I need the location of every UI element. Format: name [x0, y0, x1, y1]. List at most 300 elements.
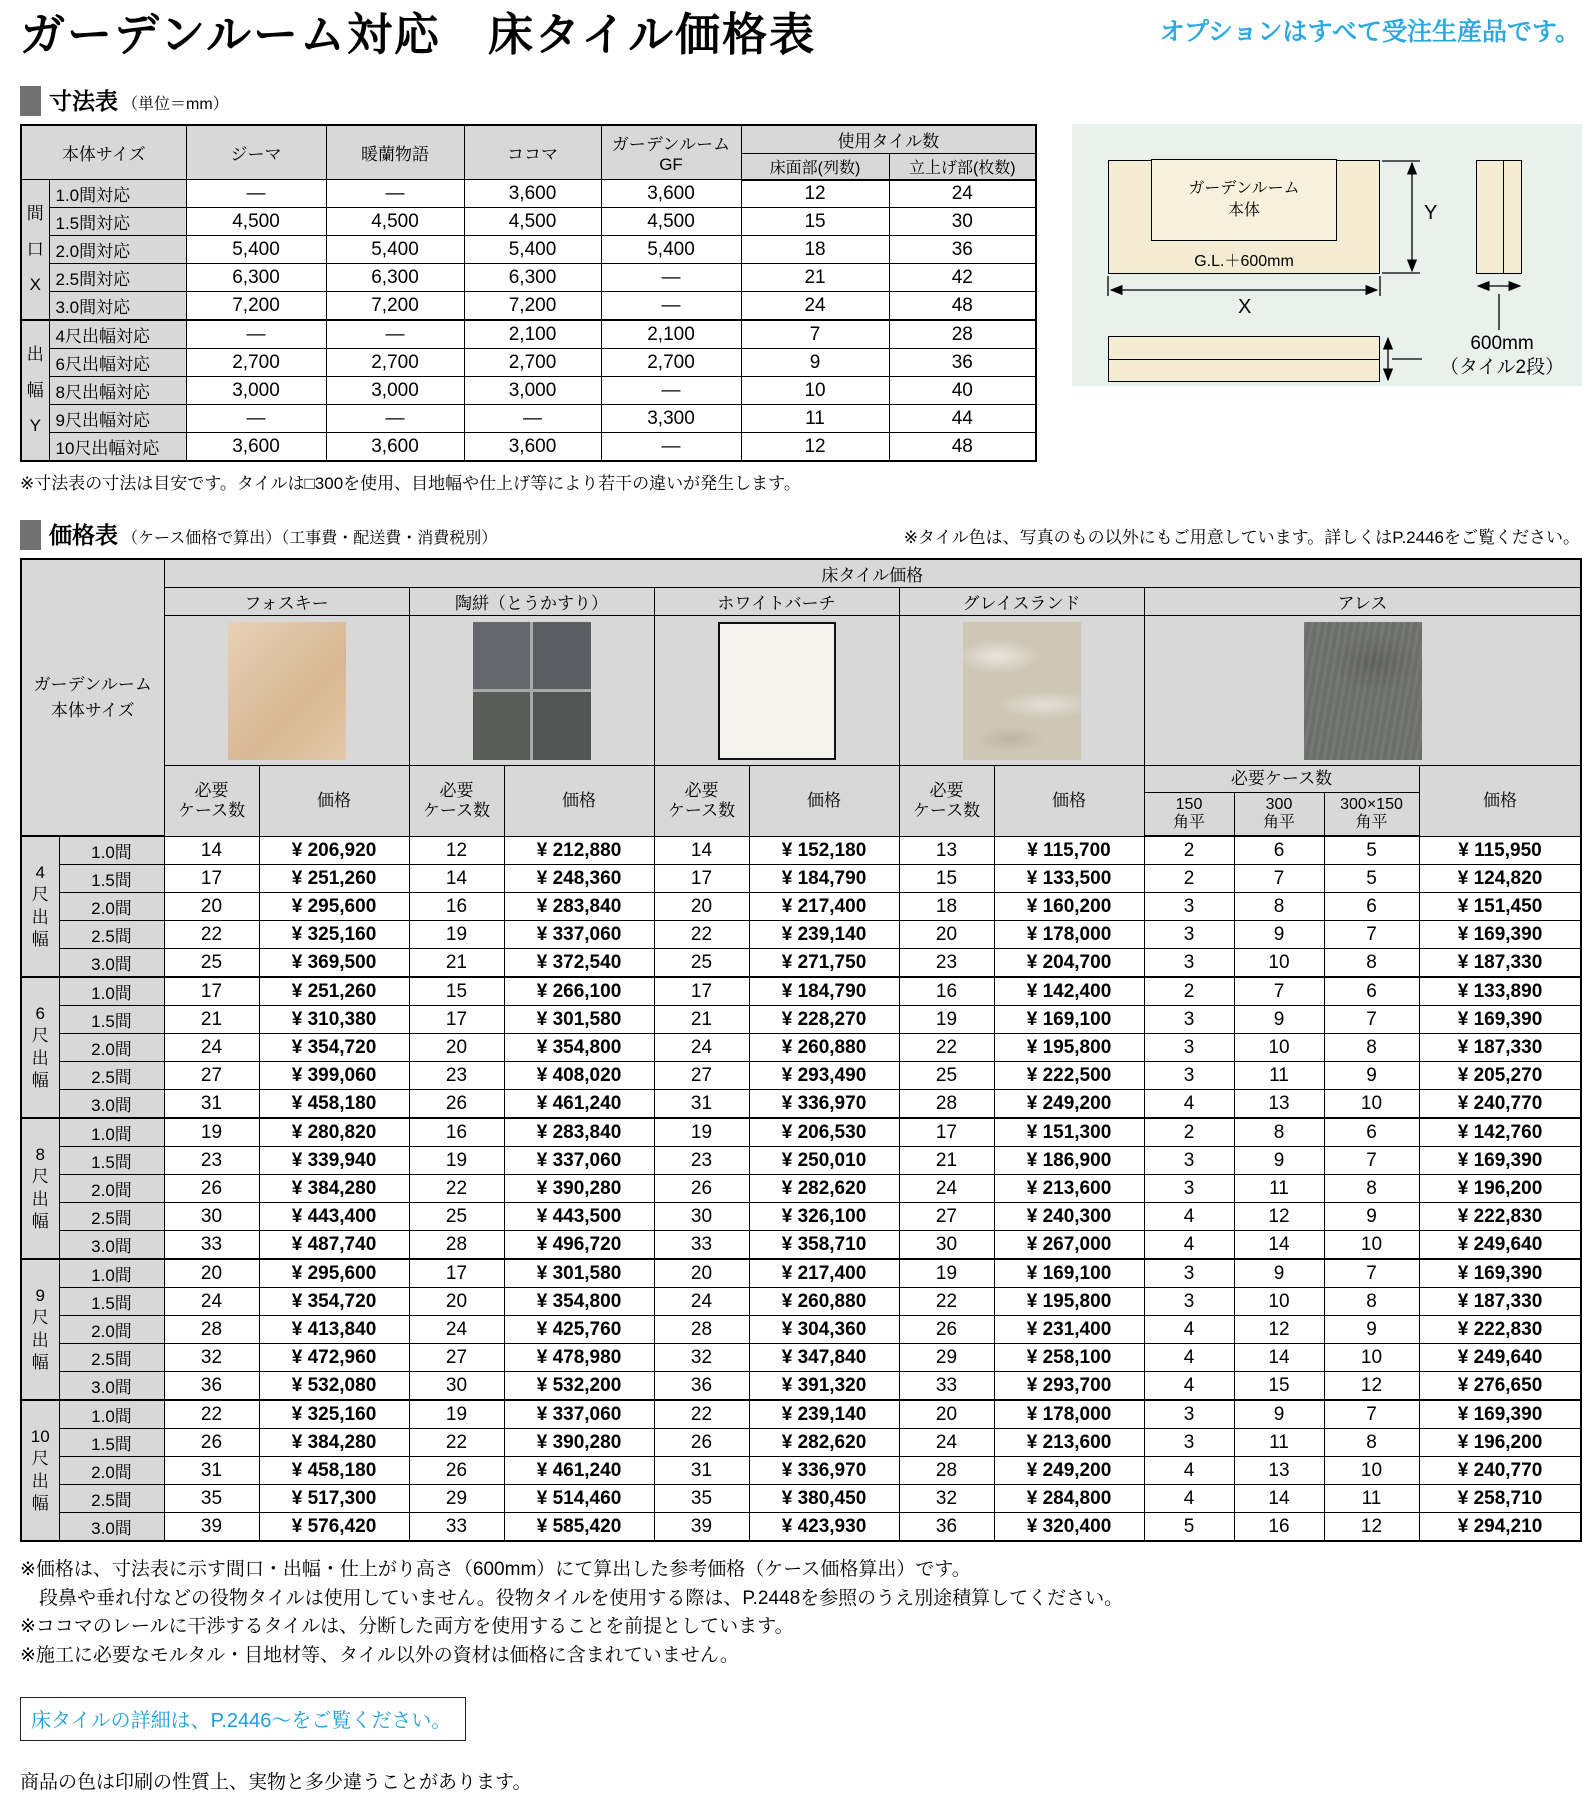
price-group-label [21, 1259, 59, 1400]
dim-col-tile-count: 使用タイル数 [741, 125, 1036, 154]
price-row-size-label: 2.5間 [59, 1344, 164, 1372]
price-cell: ¥ 295,600 [259, 893, 409, 921]
ares-case-count-cell: 8 [1234, 1118, 1324, 1147]
dim-value-cell: 48 [889, 292, 1036, 321]
ares-case-count-cell: 3 [1144, 1062, 1234, 1090]
price-cell: ¥ 585,420 [504, 1513, 654, 1542]
dim-value-cell: 2,700 [326, 349, 464, 377]
price-row-size-label: 1.5間 [59, 1006, 164, 1034]
ares-case-count-cell: 4 [1144, 1344, 1234, 1372]
ares-case-count-cell: 5 [1324, 865, 1419, 893]
case-count-cell: 26 [654, 1429, 749, 1457]
ares-case-count-cell: 2 [1144, 977, 1234, 1006]
dim-row-label: 4尺出幅対応 [49, 320, 186, 349]
price-table-body [21, 836, 1581, 1541]
price-cell: ¥ 472,960 [259, 1344, 409, 1372]
ares-price-cell: ¥ 240,770 [1419, 1090, 1581, 1119]
dim-value-cell: 4,500 [464, 208, 601, 236]
case-count-cell: 17 [654, 977, 749, 1006]
dim-table-body [21, 180, 1036, 462]
price-table-row [21, 1147, 1581, 1175]
case-count-cell: 32 [899, 1485, 994, 1513]
dim-value-cell: 3,300 [601, 405, 741, 433]
case-count-cell: 17 [654, 865, 749, 893]
price-cell: ¥ 425,760 [504, 1316, 654, 1344]
case-count-cell: 19 [899, 1006, 994, 1034]
price-group-label [21, 977, 59, 1118]
ares-price-cell: ¥ 169,390 [1419, 1147, 1581, 1175]
price-cell: ¥ 222,500 [994, 1062, 1144, 1090]
price-header: 価格 [994, 766, 1144, 837]
dim-group-char: 間 [26, 203, 44, 223]
case-count-cell: 14 [164, 836, 259, 865]
case-count-cell: 22 [164, 1400, 259, 1429]
dim-value-cell: 40 [889, 377, 1036, 405]
tile-name-white-birch: ホワイトバーチ [654, 588, 899, 616]
dim-table-row [21, 320, 1036, 349]
case-count-cell: 24 [409, 1316, 504, 1344]
ares-price-cell: ¥ 240,770 [1419, 1457, 1581, 1485]
tile-name-ares: アレス [1144, 588, 1581, 616]
dim-table-row [21, 264, 1036, 292]
price-table-top-header: 床タイル価格 [164, 559, 1581, 588]
case-count-cell: 21 [409, 949, 504, 978]
case-count-cell: 20 [654, 893, 749, 921]
case-count-cell: 24 [899, 1429, 994, 1457]
dim-value-cell: 21 [741, 264, 889, 292]
price-row-size-label: 2.5間 [59, 1485, 164, 1513]
case-count-cell: 36 [654, 1372, 749, 1401]
price-cell: ¥ 258,100 [994, 1344, 1144, 1372]
ares-price-cell: ¥ 187,330 [1419, 1034, 1581, 1062]
ares-price-cell: ¥ 294,210 [1419, 1513, 1581, 1542]
ares-price-cell: ¥ 196,200 [1419, 1175, 1581, 1203]
price-cell: ¥ 204,700 [994, 949, 1144, 978]
price-group-label [21, 836, 59, 977]
case-count-cell: 39 [654, 1513, 749, 1542]
case-count-header: 必要 ケース数 [409, 766, 504, 837]
case-count-cell: 15 [899, 865, 994, 893]
ares-case-count-cell: 3 [1144, 1429, 1234, 1457]
dim-value-cell: 7,200 [186, 292, 326, 321]
ares-subcol-300: 300 角平 [1234, 792, 1324, 836]
dim-row-label: 3.0間対応 [49, 292, 186, 321]
dim-row-label: 2.5間対応 [49, 264, 186, 292]
ares-case-count-cell: 7 [1324, 921, 1419, 949]
ares-case-count-cell: 4 [1144, 1203, 1234, 1231]
price-cell: ¥ 152,180 [749, 836, 899, 865]
case-count-header: 必要 ケース数 [164, 766, 259, 837]
dim-value-cell: 36 [889, 236, 1036, 264]
price-cell: ¥ 283,840 [504, 893, 654, 921]
case-count-cell: 36 [164, 1372, 259, 1401]
case-count-cell: 20 [899, 921, 994, 949]
case-count-cell: 30 [899, 1231, 994, 1260]
ares-case-count-cell: 7 [1324, 1147, 1419, 1175]
price-cell: ¥ 251,260 [259, 865, 409, 893]
ares-case-count-cell: 9 [1234, 1259, 1324, 1288]
price-cell: ¥ 212,880 [504, 836, 654, 865]
price-row-size-label: 1.0間 [59, 1118, 164, 1147]
price-cell: ¥ 151,300 [994, 1118, 1144, 1147]
ares-case-count-cell: 11 [1234, 1062, 1324, 1090]
ares-case-count-cell: 6 [1324, 1118, 1419, 1147]
price-cell: ¥ 249,200 [994, 1090, 1144, 1119]
price-cell: ¥ 115,700 [994, 836, 1144, 865]
price-group-char: 出 [31, 1330, 49, 1350]
ares-case-count-cell: 16 [1234, 1513, 1324, 1542]
dim-table-row [21, 292, 1036, 321]
price-cell: ¥ 458,180 [259, 1457, 409, 1485]
dim-value-cell: 4,500 [186, 208, 326, 236]
dim-table-row [21, 208, 1036, 236]
price-cell: ¥ 399,060 [259, 1062, 409, 1090]
ares-case-count-cell: 10 [1234, 1288, 1324, 1316]
ares-case-count-cell: 3 [1144, 1006, 1234, 1034]
dim-value-cell: 3,600 [464, 180, 601, 208]
ares-price-cell: ¥ 169,390 [1419, 1006, 1581, 1034]
price-cell: ¥ 423,930 [749, 1513, 899, 1542]
case-count-cell: 14 [409, 865, 504, 893]
ares-price-cell: ¥ 249,640 [1419, 1231, 1581, 1260]
price-cell: ¥ 532,080 [259, 1372, 409, 1401]
tile-swatch-tokasuri [473, 622, 591, 760]
price-cell: ¥ 184,790 [749, 977, 899, 1006]
price-cell: ¥ 249,200 [994, 1457, 1144, 1485]
dim-row-label: 9尺出幅対応 [49, 405, 186, 433]
dim-value-cell: 24 [889, 180, 1036, 208]
price-cell: ¥ 282,620 [749, 1175, 899, 1203]
dim-col-riser: 立上げ部(枚数) [889, 153, 1036, 180]
price-table-row [21, 836, 1581, 865]
case-count-header: 必要 ケース数 [899, 766, 994, 837]
case-count-cell: 35 [164, 1485, 259, 1513]
dim-value-cell: 30 [889, 208, 1036, 236]
price-cell: ¥ 228,270 [749, 1006, 899, 1034]
ares-price-cell: ¥ 115,950 [1419, 836, 1581, 865]
ares-case-count-cell: 3 [1144, 1034, 1234, 1062]
dim-value-cell: — [186, 320, 326, 349]
price-group-char: 10 [30, 1426, 50, 1446]
dim-value-cell: — [186, 405, 326, 433]
ares-case-count-cell: 10 [1234, 1034, 1324, 1062]
price-cell: ¥ 213,600 [994, 1429, 1144, 1457]
price-cell: ¥ 213,600 [994, 1175, 1144, 1203]
dim-value-cell: 44 [889, 405, 1036, 433]
price-group-char: 尺 [31, 1026, 49, 1046]
ares-price-cell: ¥ 169,390 [1419, 1400, 1581, 1429]
ares-case-count-cell: 4 [1144, 1316, 1234, 1344]
ares-case-count-cell: 3 [1144, 1288, 1234, 1316]
price-cell: ¥ 178,000 [994, 921, 1144, 949]
price-cell: ¥ 325,160 [259, 921, 409, 949]
case-count-cell: 19 [409, 1147, 504, 1175]
footnote-line: 段鼻や垂れ付などの役物タイルは使用していません。役物タイルを使用する際は、P.2448を参照のうえ別途積算してください。 [20, 1587, 1124, 1609]
dim-group-char: Y [29, 416, 41, 436]
case-count-cell: 39 [164, 1513, 259, 1542]
price-cell: ¥ 271,750 [749, 949, 899, 978]
price-table-row [21, 977, 1581, 1006]
price-group-label [21, 1400, 59, 1541]
price-cell: ¥ 301,580 [504, 1259, 654, 1288]
dim-row-label: 10尺出幅対応 [49, 433, 186, 462]
price-cell: ¥ 413,840 [259, 1316, 409, 1344]
price-table-row [21, 865, 1581, 893]
price-group-char: 幅 [31, 1071, 49, 1091]
dim-value-cell: 2,700 [601, 349, 741, 377]
case-count-cell: 33 [654, 1231, 749, 1260]
price-table-row [21, 1372, 1581, 1401]
case-count-cell: 21 [899, 1147, 994, 1175]
dim-value-cell: 3,600 [464, 433, 601, 462]
tile-swatch-ares [1304, 622, 1422, 760]
ares-case-count-cell: 4 [1144, 1090, 1234, 1119]
price-row-size-label: 2.0間 [59, 1175, 164, 1203]
dim-value-cell: 36 [889, 349, 1036, 377]
ares-case-count-cell: 6 [1324, 977, 1419, 1006]
price-cell: ¥ 133,500 [994, 865, 1144, 893]
tile-color-note: ※タイル色は、写真のもの以外にもご用意しています。詳しくはP.2446をご覧ください。 [903, 528, 1580, 547]
ares-price-cell: ¥ 169,390 [1419, 1259, 1581, 1288]
price-header: 価格 [1419, 766, 1581, 837]
case-count-cell: 20 [164, 1259, 259, 1288]
price-cell: ¥ 358,710 [749, 1231, 899, 1260]
price-row-size-label: 3.0間 [59, 1513, 164, 1542]
case-count-cell: 23 [654, 1147, 749, 1175]
section-marker-icon [20, 86, 41, 116]
price-cell: ¥ 337,060 [504, 921, 654, 949]
ares-price-cell: ¥ 222,830 [1419, 1203, 1581, 1231]
ares-price-cell: ¥ 124,820 [1419, 865, 1581, 893]
case-count-cell: 26 [164, 1175, 259, 1203]
ares-case-count-cell: 14 [1234, 1231, 1324, 1260]
case-count-cell: 23 [409, 1062, 504, 1090]
dim-col-danran: 暖蘭物語 [326, 125, 464, 180]
price-cell: ¥ 195,800 [994, 1034, 1144, 1062]
price-row-size-label: 3.0間 [59, 1372, 164, 1401]
price-header: 価格 [749, 766, 899, 837]
price-cell: ¥ 408,020 [504, 1062, 654, 1090]
dim-col-gardenroom-gf: ガーデンルームGF [601, 125, 741, 180]
ares-case-count-cell: 4 [1144, 1485, 1234, 1513]
case-count-cell: 17 [899, 1118, 994, 1147]
dim-value-cell: 5,400 [601, 236, 741, 264]
price-cell: ¥ 390,280 [504, 1429, 654, 1457]
price-cell: ¥ 280,820 [259, 1118, 409, 1147]
ares-case-count-cell: 10 [1234, 949, 1324, 978]
price-cell: ¥ 339,940 [259, 1147, 409, 1175]
case-count-cell: 26 [899, 1316, 994, 1344]
ares-case-count-cell: 9 [1324, 1203, 1419, 1231]
tile-name-tokasuri: 陶絣（とうかすり） [409, 588, 654, 616]
ares-price-cell: ¥ 205,270 [1419, 1062, 1581, 1090]
price-table-row [21, 1513, 1581, 1542]
diagram-dimension-arrows [1072, 124, 1582, 386]
dim-value-cell: 5,400 [464, 236, 601, 264]
dim-value-cell: 18 [741, 236, 889, 264]
price-group-char: 出 [31, 1189, 49, 1209]
dimension-table [20, 124, 1037, 463]
dim-group-label [21, 180, 49, 321]
dim-group-char: X [29, 275, 41, 295]
price-row-size-label: 1.5間 [59, 1147, 164, 1175]
price-cell: ¥ 217,400 [749, 893, 899, 921]
dim-col-size: 本体サイズ [21, 125, 186, 180]
ares-subcol-150: 150 角平 [1144, 792, 1234, 836]
case-count-cell: 31 [164, 1457, 259, 1485]
dim-row-label: 2.0間対応 [49, 236, 186, 264]
dim-col-floor: 床面部(列数) [741, 153, 889, 180]
price-row-size-label: 1.5間 [59, 1429, 164, 1457]
dim-value-cell: 2,100 [601, 320, 741, 349]
ares-case-count-cell: 13 [1234, 1457, 1324, 1485]
price-table-row [21, 1288, 1581, 1316]
price-group-char: 8 [35, 1144, 45, 1164]
case-count-cell: 30 [164, 1203, 259, 1231]
case-count-cell: 24 [899, 1175, 994, 1203]
case-count-cell: 16 [899, 977, 994, 1006]
dim-row-label: 6尺出幅対応 [49, 349, 186, 377]
case-count-cell: 24 [654, 1288, 749, 1316]
ares-case-count-cell: 9 [1324, 1062, 1419, 1090]
case-count-cell: 28 [899, 1090, 994, 1119]
price-cell: ¥ 239,140 [749, 1400, 899, 1429]
dim-value-cell: 2,100 [464, 320, 601, 349]
price-group-char: 幅 [31, 1353, 49, 1373]
price-cell: ¥ 576,420 [259, 1513, 409, 1542]
price-table-row [21, 1203, 1581, 1231]
price-cell: ¥ 248,360 [504, 865, 654, 893]
dim-group-char: 出 [26, 344, 44, 364]
ares-case-count-cell: 9 [1234, 1006, 1324, 1034]
price-group-char: 尺 [31, 1167, 49, 1187]
ares-case-count-cell: 12 [1234, 1316, 1324, 1344]
price-cell: ¥ 184,790 [749, 865, 899, 893]
diagram-600mm-label: 600mm （タイル2段） [1439, 332, 1565, 379]
dim-value-cell: 10 [741, 377, 889, 405]
ares-case-count-cell: 4 [1144, 1372, 1234, 1401]
ares-price-cell: ¥ 276,650 [1419, 1372, 1581, 1401]
case-count-cell: 25 [899, 1062, 994, 1090]
ares-case-count-cell: 2 [1144, 836, 1234, 865]
case-count-cell: 17 [164, 865, 259, 893]
ares-price-cell: ¥ 196,200 [1419, 1429, 1581, 1457]
dim-table-row [21, 377, 1036, 405]
ares-case-count-cell: 15 [1234, 1372, 1324, 1401]
ares-price-cell: ¥ 133,890 [1419, 977, 1581, 1006]
case-count-cell: 26 [409, 1457, 504, 1485]
ares-case-count-cell: 8 [1324, 949, 1419, 978]
tile-swatch-white-birch [718, 622, 836, 760]
price-cell: ¥ 295,600 [259, 1259, 409, 1288]
price-table-row [21, 1259, 1581, 1288]
price-cell: ¥ 461,240 [504, 1457, 654, 1485]
price-cell: ¥ 283,840 [504, 1118, 654, 1147]
price-group-char: 尺 [31, 885, 49, 905]
ares-case-count-cell: 9 [1234, 921, 1324, 949]
dim-row-label: 8尺出幅対応 [49, 377, 186, 405]
dim-value-cell: — [186, 180, 326, 208]
price-cell: ¥ 354,720 [259, 1288, 409, 1316]
case-count-cell: 15 [409, 977, 504, 1006]
ares-case-count-cell: 8 [1324, 1175, 1419, 1203]
price-row-size-label: 2.0間 [59, 1316, 164, 1344]
price-cell: ¥ 251,260 [259, 977, 409, 1006]
price-cell: ¥ 304,360 [749, 1316, 899, 1344]
case-count-cell: 35 [654, 1485, 749, 1513]
price-cell: ¥ 372,540 [504, 949, 654, 978]
price-cell: ¥ 240,300 [994, 1203, 1144, 1231]
price-row-size-label: 2.0間 [59, 1034, 164, 1062]
price-cell: ¥ 487,740 [259, 1231, 409, 1260]
made-to-order-note: オプションはすべて受注生産品です。 [1159, 18, 1580, 46]
dim-value-cell: 3,000 [464, 377, 601, 405]
ares-case-count-cell: 8 [1324, 1429, 1419, 1457]
tile-swatch-foschia [228, 622, 346, 760]
case-count-cell: 17 [409, 1259, 504, 1288]
dim-col-zima: ジーマ [186, 125, 326, 180]
price-table-row [21, 1429, 1581, 1457]
ares-price-cell: ¥ 151,450 [1419, 893, 1581, 921]
price-table-corner: ガーデンルーム 本体サイズ [21, 559, 164, 836]
case-count-cell: 19 [654, 1118, 749, 1147]
price-row-size-label: 2.5間 [59, 1062, 164, 1090]
tile-detail-page-link[interactable]: 床タイルの詳細は、P.2446～をご覧ください。 [20, 1697, 466, 1741]
price-header: 価格 [504, 766, 654, 837]
ares-case-count-cell: 6 [1324, 893, 1419, 921]
footnote-line: ※施工に必要なモルタル・目地材等、タイル以外の資材は価格に含まれていません。 [20, 1644, 739, 1666]
case-count-cell: 30 [409, 1372, 504, 1401]
price-cell: ¥ 514,460 [504, 1485, 654, 1513]
price-group-char: 尺 [31, 1449, 49, 1469]
case-count-cell: 28 [164, 1316, 259, 1344]
ares-case-count-cell: 3 [1144, 1400, 1234, 1429]
price-table [20, 558, 1582, 1542]
case-count-cell: 18 [899, 893, 994, 921]
price-table-row [21, 1344, 1581, 1372]
dim-value-cell: — [326, 180, 464, 208]
dim-value-cell: 6,300 [326, 264, 464, 292]
case-count-cell: 22 [899, 1288, 994, 1316]
dimension-section-heading [20, 86, 1580, 116]
dim-value-cell: 28 [889, 320, 1036, 349]
price-table-row [21, 1231, 1581, 1260]
price-row-size-label: 3.0間 [59, 1090, 164, 1119]
dim-value-cell: 9 [741, 349, 889, 377]
dim-row-label: 1.0間対応 [49, 180, 186, 208]
ares-case-count-cell: 6 [1234, 836, 1324, 865]
price-row-size-label: 3.0間 [59, 1231, 164, 1260]
price-heading: 価格表 [49, 522, 118, 549]
ares-case-count-cell: 12 [1324, 1513, 1419, 1542]
dim-group-char: 口 [26, 239, 44, 259]
price-cell: ¥ 391,320 [749, 1372, 899, 1401]
ares-subcol-300x150: 300×150 角平 [1324, 792, 1419, 836]
case-count-cell: 30 [654, 1203, 749, 1231]
case-count-cell: 26 [654, 1175, 749, 1203]
case-count-cell: 27 [164, 1062, 259, 1090]
price-cell: ¥ 267,000 [994, 1231, 1144, 1260]
case-count-cell: 29 [899, 1344, 994, 1372]
case-count-cell: 13 [899, 836, 994, 865]
price-cell: ¥ 239,140 [749, 921, 899, 949]
price-group-char: 9 [35, 1285, 45, 1305]
ares-case-count-cell: 4 [1144, 1457, 1234, 1485]
dim-col-cocoma: ココマ [464, 125, 601, 180]
price-cell: ¥ 325,160 [259, 1400, 409, 1429]
color-disclaimer: 商品の色は印刷の性質上、実物と多少違うことがあります。 [20, 1771, 532, 1793]
price-group-char: 幅 [31, 1212, 49, 1232]
